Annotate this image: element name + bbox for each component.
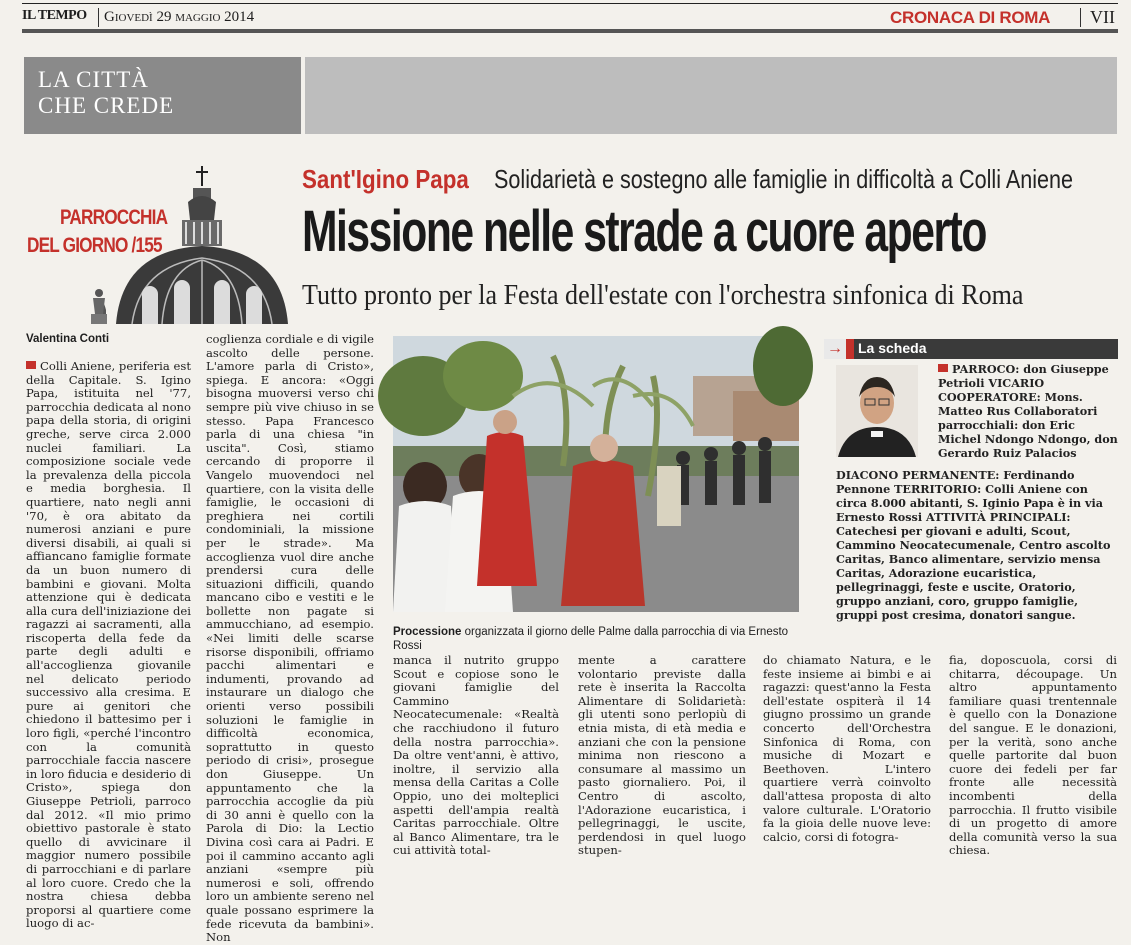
headline: Missione nelle strade a cuore aperto [302, 199, 986, 264]
fact-box-title: La scheda [858, 340, 927, 356]
masthead-top-rule [22, 3, 1118, 4]
kicker-text: Solidarietà e sostegno alle famiglie in difficoltà a Colli Aniene [494, 164, 1074, 194]
issue-date: Giovedì 29 maggio 2014 [104, 9, 255, 25]
article-column-1 [26, 359, 191, 931]
section-banner-line-2: CHE CREDE [38, 93, 175, 118]
article-column-2: coglienza cordiale e di vigile ascolto delle persone. L'amore parla di Cristo», spiega. E ancora: «Oggi bisogna muoversi verso chi sempre più vive chiuso in se stesso. Papa Francesco parla di una chiesa "in uscita". Così, stiamo cercando di proporre il Vangelo muovendoci nel quartiere, con la visita delle famiglie, le occasioni di preghiera nei cortili condominiali, la missione per le strade». Ma accoglienza vuol dire anche prendersi cura delle situazioni difficili, quando mancano cibo e vestiti e le bollette non pagate si ammucchiano, ad esempio. «Nei limiti delle scarse risorse disponibili, offriamo pacchi alimentari e indumenti, provando ad instaurare un dialogo che orienti verso possibili soluzioni le famiglie in difficoltà economica, soprattutto in questo periodo di crisi», prosegue don Giuseppe. Un appuntamento che la parrocchia accoglie da più di 30 anni è quello con la Parola di Dio: la Lectio Divina così cara ai Padri. E poi il cammino accanto agli anziani «sempre più numerosi e soli, offrendo loro un ambiente sereno nel quale possano esprimere la fede ricevuta da bambini». Non [206, 332, 374, 945]
fact-box-details: DIACONO PERMANENTE: Ferdinando Pennone TERRITORIO: Colli Aniene con circa 8.000 abitanti, S. Iginio Papa è in via Ernesto Rossi ATTIVITÀ PRINCIPALI: Catechesi per giovani e adulti, Scout, Cammino Neocatecumenale, Centro ascolto Caritas, Banco alimentare, servizio mensa Caritas, Adorazione eucaristica, pellegrinaggi, feste e uscite, Oratorio, gruppo anziani, coro, gruppo famiglie, gruppi post cresima, donatori sangue. [836, 468, 1111, 622]
article-column-3: manca il nutrito gruppo Scout e copiose sono le giovani famiglie del Cammino Neocatecumenale: «Realtà che racchiudono il futuro della nostra parrocchia». Da oltre vent'anni, è attivo, inoltre, il servizio alla mensa della Caritas a Colle Oppio, uno dei molteplici aspetti dell'ampia realtà Caritas parrocchiale. Oltre al Banco Alimentare, tra le cui attività total- [393, 653, 559, 858]
page-number: VII [1090, 7, 1115, 27]
fact-box-clergy-text: PARROCO: don Giuseppe Petrioli VICARIO COOPERATORE: Mons. Matteo Rus Collaboratori parrocchiali: don Eric Michel Ndongo Ndongo, don Gerardo Ruiz Palacios [938, 362, 1118, 460]
kicker-parish-name: Sant'Igino Papa [302, 164, 469, 194]
priest-portrait [836, 365, 918, 457]
article-column-6: fia, doposcuola, corsi di chitarra, découpage. Un altro appuntamento familiare quasi trentennale è quello con la Donazione del sangue. E le donazioni, per la verità, sono anche quelle partorite dal buon cuore dei fedeli per far fronte alle necessità incombenti della parrocchia. Il frutto visibile di un progetto di amore della comunità verso la sua chiesa. [949, 653, 1117, 858]
series-title-line-2: DEL GIORNO /155 [27, 234, 162, 257]
section-name: CRONACA DI ROMA [890, 8, 1051, 27]
masthead-bottom-rule [22, 29, 1118, 33]
fact-box-accent [846, 339, 854, 359]
subheadline: Tutto pronto per la Festa dell'estate con l'orchestra sinfonica di Roma [302, 280, 1024, 311]
article-column-4: mente a carattere volontario previste dalla rete è inserita la Raccolta Alimentare di Solidarietà: gli utenti sono perlopiù di etnia mista, di età media e anziani che con la pensione minima non riescono a consumare al massimo un pasto giornaliero. Poi, il Centro di ascolto, l'Adorazione eucaristica, i pellegrinaggi, le uscite, perdendosi in quel luogo stupen- [578, 653, 746, 858]
fact-box-header [824, 339, 1118, 359]
newspaper-logo: IL TEMPO [22, 8, 87, 23]
byline: Valentina Conti [26, 333, 110, 345]
fact-box-clergy [938, 362, 1118, 460]
photo-caption-text: organizzata il giorno delle Palme dalla parrocchia di via Ernesto Rossi [393, 626, 789, 652]
article-column-1-text: Colli Aniene, periferia est della Capitale. S. Igino Papa, istituita nel '77, parrocchia dedicata al nono papa della storia, di origini greche, serve circa 2.000 nuclei familiari. La composizione sociale vede la prevalenza della piccola e media borghesia. Il quartiere, nato negli anni '70, è ora abitato da numerosi anziani e pure diversi disabili, ai quali si affiancano famiglie formate da un buon numero di bambini e giovani. Molta attenzione qui è dedicata alla cura dell'iniziazione dei ragazzi ai sacramenti, alla riscoperta della fede da parte degli adulti e all'accoglienza giovanile nel delicato periodo successivo alla cresima. E pure ai genitori che chiedono il battesimo per i loro figli, «perché l'incontro con la comunità parrocchiale faccia nascere in loro fiducia e desiderio di Cristo», spiega don Giuseppe Petrioli, parroco dal 2012. «Il mio primo obiettivo pastorale è stato quello di avvicinare il maggior numero possibile di parrocchiani e di parlare al loro cuore. Credo che la nostra chiesa debba proporsi al quartiere come luogo di ac- [26, 359, 191, 931]
masthead-divider [1080, 8, 1081, 27]
arrow-right-icon: → [824, 339, 846, 359]
fact-marker-icon [938, 364, 948, 372]
article-column-5: do chiamato Natura, e le feste insieme ai bimbi e ai ragazzi: quest'anno la Festa dell'estate ospiterà il 14 giugno prossimo un grande concerto dell'Orchestra Sinfonica di Roma, con musiche di Mozart e Beethoven. L'intero quartiere verrà coinvolto dall'attesa proposta di alto valore culturale. L'Oratorio fa la gioia delle nuove leve: calcio, corsi di fotogra- [763, 653, 931, 844]
masthead-divider [98, 8, 99, 27]
photo-caption [393, 625, 799, 653]
paragraph-marker-icon [26, 361, 36, 369]
procession-photo [393, 336, 799, 612]
series-title-line-1: PARROCCHIA [60, 206, 168, 229]
masthead [22, 8, 1118, 28]
section-banner-line-1: LA CITTÀ [38, 67, 149, 92]
section-banner [24, 57, 301, 134]
statue-icon [88, 288, 110, 324]
photo-caption-lead: Processione [393, 626, 462, 638]
section-banner-fill [305, 57, 1117, 134]
